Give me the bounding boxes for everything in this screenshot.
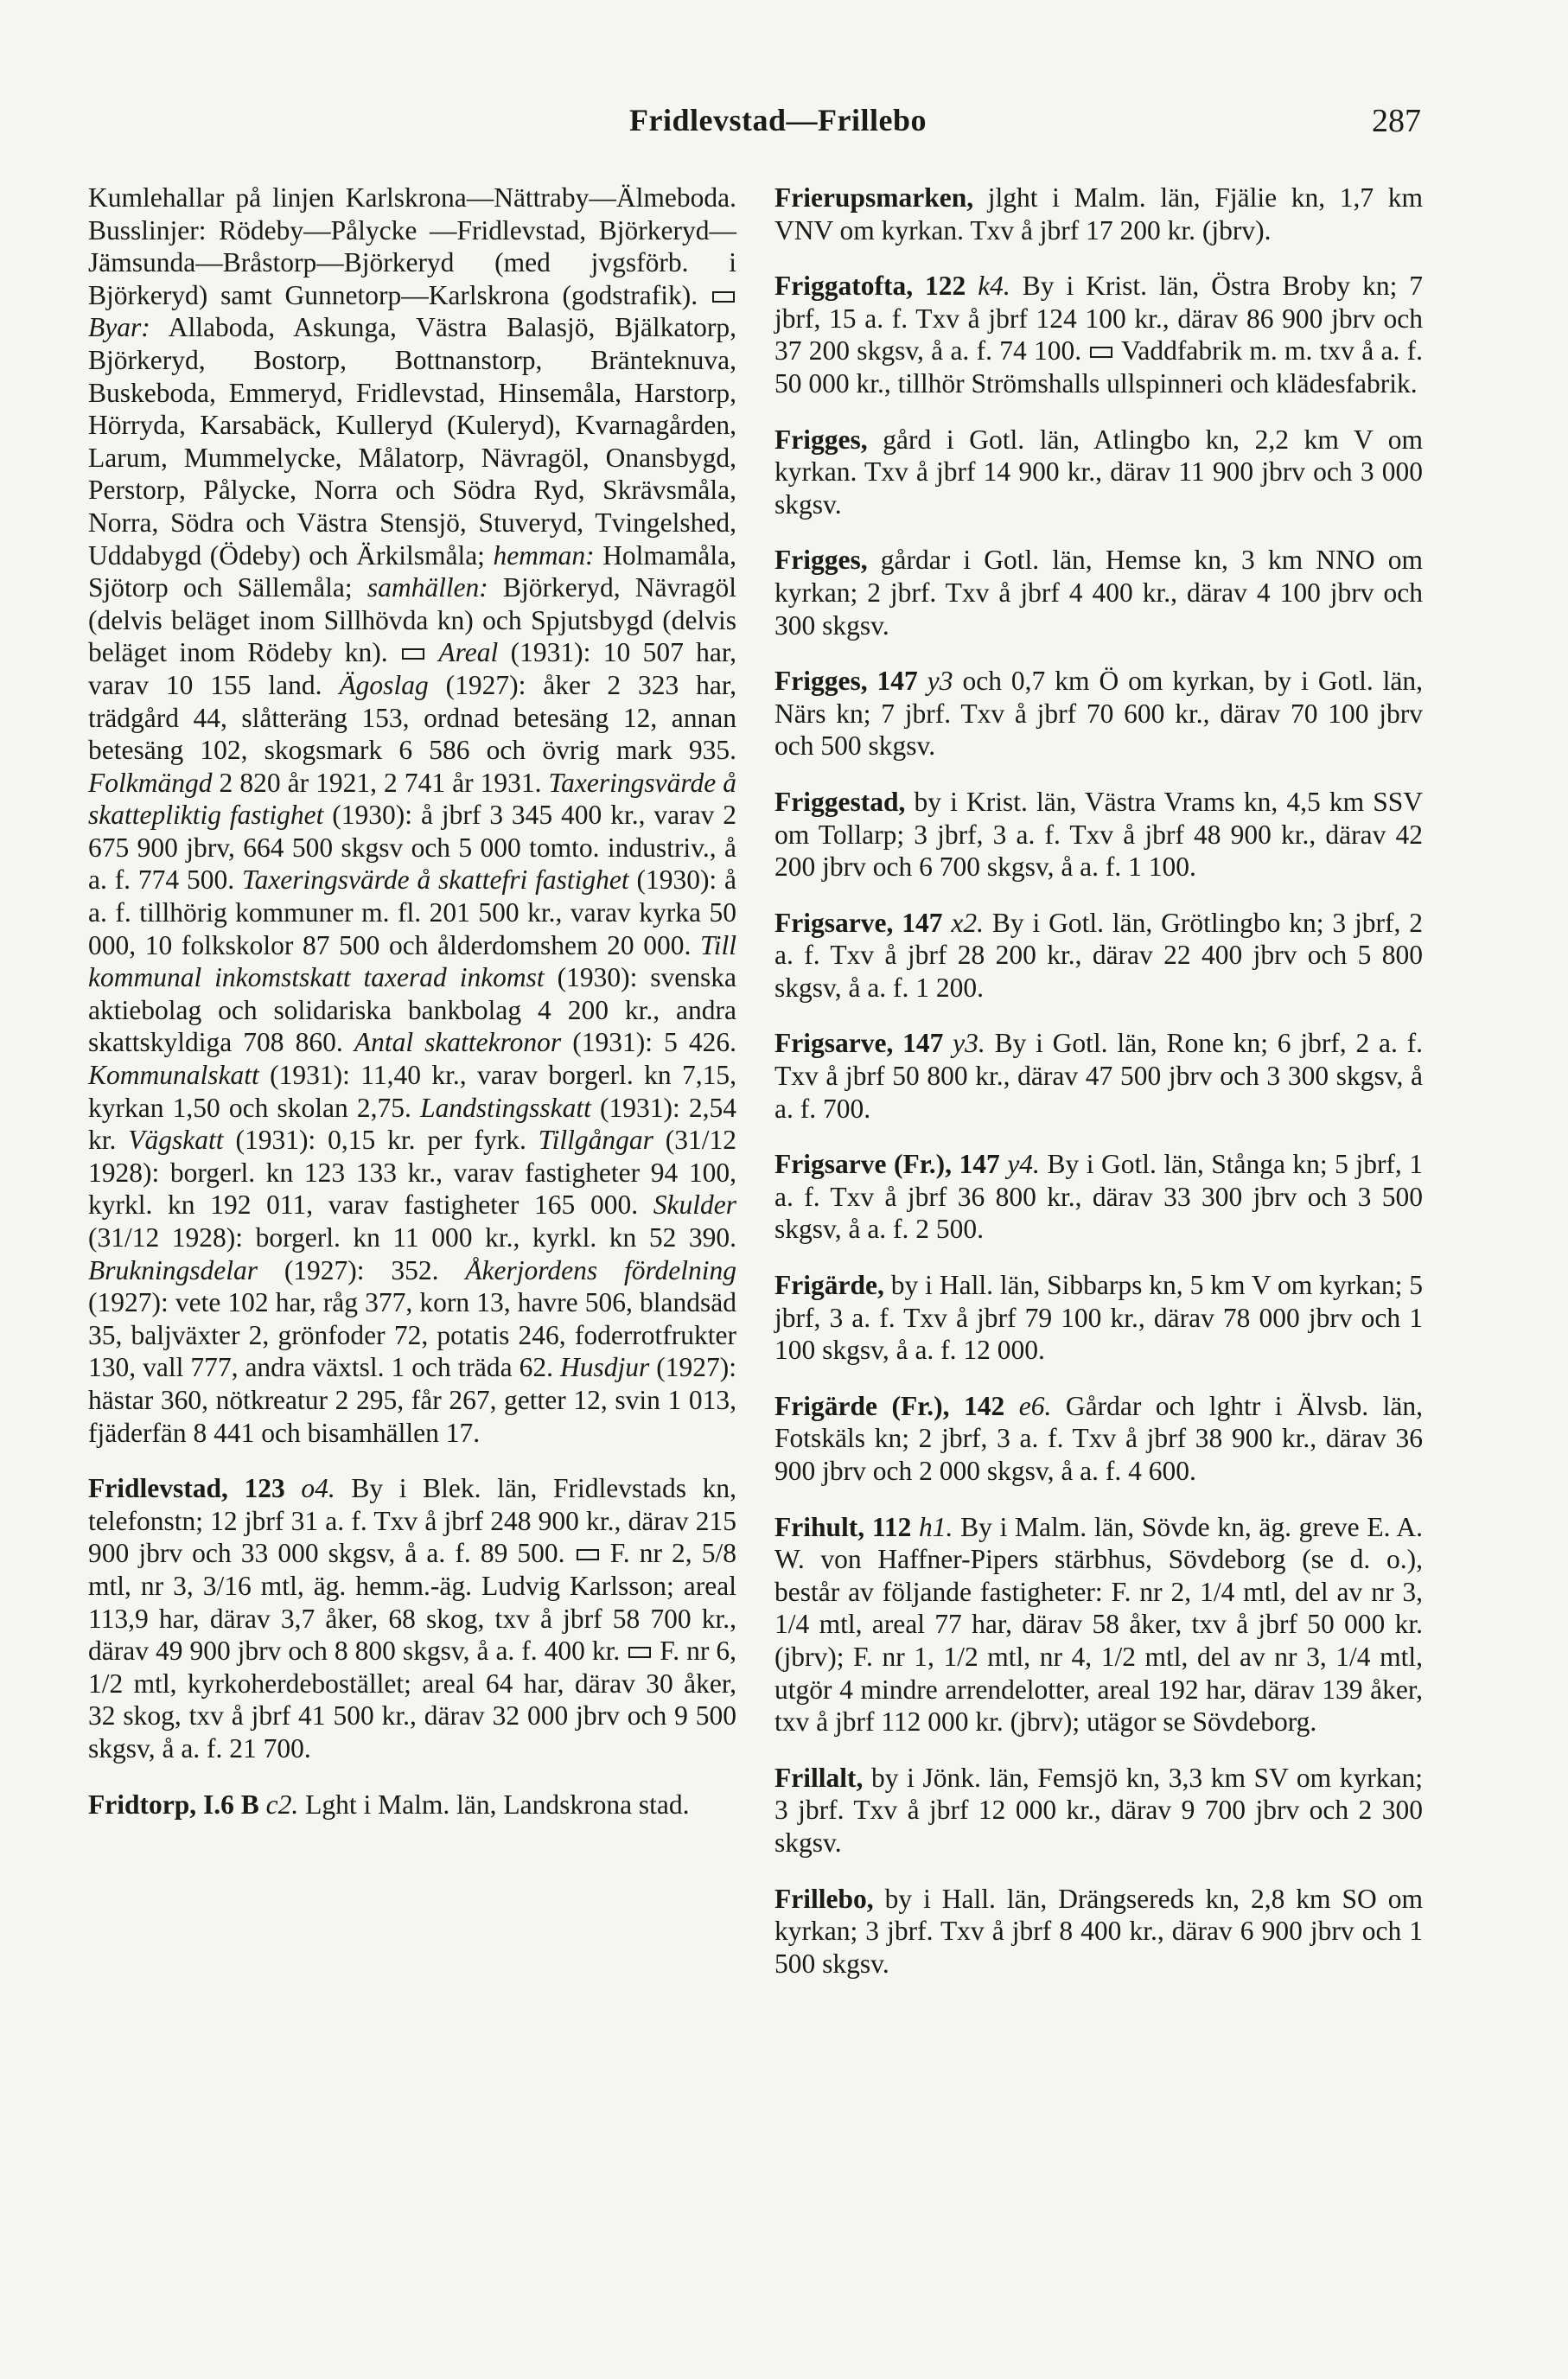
entry-text: By i Gotl. län, Stånga kn; 5 jbrf, 1 a. f. Txv å jbrf 36 800 kr., därav 33 300 jbrv och 3 500 skgsv, å a. f. 2 500. xyxy=(774,1149,1424,1245)
label-taxeringsvarde-skattepliktig: Taxeringsvärde å skattepliktig fastighet xyxy=(88,767,736,831)
entry-fridtorp xyxy=(88,1789,736,1821)
entry-headword-suffix: (Fr.), 142 xyxy=(891,1390,1005,1421)
entry-text: By i Krist. län, Östra Broby kn; 7 jbrf, 15 a. f. Txv å jbrf 124 100 kr., därav 86 900 jbrv och 37 200 skgsv, å a. f. 74 100. xyxy=(774,271,1424,367)
entry-headword-suffix: (Fr.), 147 xyxy=(893,1149,1000,1180)
entry-headword: Frigsarve, 147 xyxy=(774,1028,944,1059)
entry-text: By i Blek. län, Fridlevstads kn, telefonstn; 12 jbrf 31 a. f. Txv å jbrf 248 900 kr., därav 215 900 jbrv och 33 000 skgsv, å a. f. 89 500. xyxy=(88,1473,737,1569)
entry-text: Lght i Malm. län, Landskrona stad. xyxy=(305,1789,690,1820)
entry-text: jlght i Malm. län, Fjälie kn, 1,7 km VNV om kyrkan. Txv å jbrf 17 200 kr. (jbrv). xyxy=(774,182,1423,246)
entry-headword: Frihult, 112 xyxy=(774,1511,912,1542)
entry-headword: Frierupsmarken, xyxy=(774,182,974,213)
entry-frigarde-sibbarp xyxy=(774,1269,1423,1367)
map-reference: e6. xyxy=(1018,1390,1052,1421)
map-reference: h1. xyxy=(919,1511,953,1542)
label-hemman: hemman: xyxy=(493,539,595,571)
label-byar: Byar: xyxy=(88,312,150,343)
entry-frigsarve-rone xyxy=(774,1027,1423,1125)
entry-text: by i Krist. län, Västra Vrams kn, 4,5 km SSV om Tollarp; 3 jbrf, 3 a. f. Txv å jbrf 48 900 kr., därav 42 200 jbrv och 6 700 skgsv, å a. f. 1 100. xyxy=(774,786,1423,883)
label-agoslag: Ägoslag xyxy=(339,669,429,700)
entry-text: F. nr 2, 5/8 mtl, nr 3, 3/16 mtl, äg. hemm.-äg. Ludvig Karlsson; areal 113,9 har, därav 3,7 åker, 68 skog, txv å jbrf 58 700 kr., därav 49 900 jbrv och 8 800 skgsv, å a. f. 400 kr. xyxy=(88,1538,736,1667)
entry-headword: Frigärde xyxy=(774,1390,877,1421)
label-taxerad-inkomst: Till kommunal inkomstskatt taxerad inkomst xyxy=(88,929,737,993)
label-brukningsdelar: Brukningsdelar xyxy=(88,1254,258,1285)
entry-text: F. nr 6, 1/2 mtl, kyrkoherdebostället; areal 64 har, därav 30 åker, 32 skog, txv å jbrf 41 500 kr., därav 32 000 jbrv och 9 500 skgsv, å a. f. 21 700. xyxy=(88,1636,737,1764)
map-reference: o4. xyxy=(301,1473,335,1504)
text-run: (1930): å jbrf 3 345 400 kr., varav 2 675 900 jbrv, 664 500 skgsv och 5 000 tomto. industriv., å a. f. 774 500. xyxy=(88,800,736,896)
entry-text: by i Hall. län, Drängsereds kn, 2,8 km SO om kyrkan; 3 jbrf. Txv å jbrf 8 400 kr., därav 6 900 jbrv och 1 500 skgsv. xyxy=(774,1883,1424,1979)
label-skulder: Skulder xyxy=(653,1190,737,1221)
entry-frierupsmarken xyxy=(774,182,1423,246)
text-run: 2 820 år 1921, 2 741 år 1931. xyxy=(219,767,542,798)
entry-text: gårdar i Gotl. län, Hemse kn, 3 km NNO om kyrkan; 2 jbrf. Txv å jbrf 4 400 kr., därav 4 100 jbrv och 300 skgsv. xyxy=(774,545,1424,641)
label-kommunalskatt: Kommunalskatt xyxy=(88,1060,259,1091)
section-marker-icon xyxy=(628,1647,651,1658)
entry-headword: Friggestad, xyxy=(774,786,906,817)
entry-text: Vaddfabrik m. m. txv å a. f. 50 000 kr., tillhör Strömshalls ullspinneri och klädesfabrik. xyxy=(774,335,1423,399)
entry-frillalt xyxy=(774,1762,1423,1859)
entry-text: By i Gotl. län, Grötlingbo kn; 3 jbrf, 2 a. f. Txv å jbrf 28 200 kr., därav 22 400 jbrv och 5 800 skgsv, å a. f. 1 200. xyxy=(774,907,1423,1003)
entry-text: gård i Gotl. län, Atlingbo kn, 2,2 km V om kyrkan. Txv å jbrf 14 900 kr., därav 11 900 jbrv och 3 000 skgsv. xyxy=(774,424,1424,520)
entry-headword: Frillalt, xyxy=(774,1762,864,1793)
label-akerjordens-fordelning: Åkerjordens fördelning xyxy=(465,1254,737,1285)
entry-headword: Frigsarve, 147 xyxy=(774,907,943,938)
label-folkmangd: Folkmängd xyxy=(88,767,213,798)
text-run: Kumlehallar på linjen Karlskrona—Nättraby—Älmeboda. Busslinjer: Rödeby—Pålycke —Fridlevstad, Björkeryd—Jämsunda—Bråstorp—Björkeryd (med jvgsförb. i Björkeryd) samt Gunnetorp—Karlskrona (godstrafik). xyxy=(88,182,736,310)
text-run: (31/12 1928): borgerl. kn 123 133 kr., varav fastigheter 94 100, kyrkl. kn 192 011, varav fastigheter 165 000. xyxy=(88,1125,736,1221)
label-skattekronor: Antal skattekronor xyxy=(354,1027,562,1058)
label-areal: Areal xyxy=(438,637,499,668)
entry-frigsarve-grotlingbo xyxy=(774,907,1423,1005)
map-reference: k4. xyxy=(978,271,1010,302)
map-reference: c2. xyxy=(265,1789,299,1820)
text-run: (1930): svenska aktiebolag och solidariska bankbolag 4 200 kr., andra skattskyldiga 708 860. xyxy=(88,962,736,1058)
entry-text: Gårdar och lghtr i Älvsb. län, Fotskäls kn; 2 jbrf, 3 a. f. Txv å jbrf 38 900 kr., därav 36 900 jbrv och 2 000 skgsv, å a. f. 4 600. xyxy=(774,1390,1424,1486)
entry-text: by i Hall. län, Sibbarps kn, 5 km V om kyrkan; 5 jbrf, 3 a. f. Txv å jbrf 79 100 kr., därav 78 000 jbrv och 1 100 skgsv, å a. f. 12 000. xyxy=(774,1270,1423,1366)
entry-text: och 0,7 km Ö om kyrkan, by i Gotl. län, Närs kn; 7 jbrf. Txv å jbrf 70 600 kr., därav 70 100 jbrv och 500 skgsv. xyxy=(774,666,1424,762)
entry-headword: Friggatofta, 122 xyxy=(774,271,966,302)
left-column xyxy=(88,182,736,1844)
entry-headword: Frigges, xyxy=(774,545,868,576)
section-marker-icon xyxy=(402,648,424,660)
text-run: (1931): 0,15 kr. per fyrk. xyxy=(235,1125,526,1156)
entry-headword: Frigges, 147 xyxy=(774,666,918,697)
entry-friggestad xyxy=(774,786,1423,883)
text-run: (1927): 352. xyxy=(284,1254,439,1285)
section-marker-icon xyxy=(1090,347,1112,358)
entry-text: by i Jönk. län, Femsjö kn, 3,3 km SV om kyrkan; 3 jbrf. Txv å jbrf 12 000 kr., därav 9 700 jbrv och 2 300 skgsv. xyxy=(774,1762,1423,1858)
entry-fridlevstad-village xyxy=(88,1472,736,1764)
label-tillgangar: Tillgångar xyxy=(538,1125,653,1156)
running-title: Fridlevstad—Frillebo xyxy=(629,103,927,137)
text-run: (1927): hästar 360, nötkreatur 2 295, får 267, getter 12, svin 1 013, fjäderfän 8 441 och bisamhällen 17. xyxy=(88,1352,737,1448)
entry-frihult xyxy=(774,1511,1423,1738)
map-reference: x2. xyxy=(951,907,984,938)
page-number: 287 xyxy=(1372,103,1421,139)
text-run: Allaboda, Askunga, Västra Balasjö, Bjälkatorp, Björkeryd, Bostorp, Bottnanstorp, Bränteknuva, Buskeboda, Emmeryd, Fridlevstad, Hinsemåla, Harstorp, Hörryda, Karsabäck, Kulleryd (Kuleryd), Kvarnagården, Larum, Mummelycke, Målatorp, Nävragöl, Onansbygd, Perstorp, Pålycke, Norra och Södra Ryd, Skrävsmåla, Norra, Södra och Västra Stensjö, Stuveryd, Tvingelshed, Uddabygd (Ödeby) och Ärkilsmåla; xyxy=(88,312,736,571)
entry-text: By i Malm. län, Sövde kn, äg. greve E. A. W. von Haffner-Pipers stärbhus, Sövdeborg (se d. o.), består av följande fastigheter: F. nr 2, 1/4 mtl, del av nr 3, 1/4 mtl, areal 77 har, därav 58 åker, txv å jbrf 50 000 kr. (jbrv); F. nr 1, 1/2 mtl, nr 4, 1/2 mtl, del av nr 3, 1/4 mtl, utgör 4 mindre arrendelotter, areal 192 har, därav 139 åker, txv å jbrf 112 000 kr. (jbrv); utägor se Sövdeborg. xyxy=(774,1511,1424,1738)
fridlevstad-parish-continuation xyxy=(88,182,736,1449)
entry-headword: Frigsarve xyxy=(774,1149,887,1180)
entry-text: By i Gotl. län, Rone kn; 6 jbrf, 2 a. f. Txv å jbrf 50 800 kr., därav 47 500 jbrv och 3 300 skgsv, å a. f. 700. xyxy=(774,1028,1424,1124)
map-reference: y3. xyxy=(953,1028,985,1059)
label-samhallen: samhällen: xyxy=(367,572,488,603)
label-landstingsskatt: Landstingsskatt xyxy=(420,1092,591,1123)
text-run: (31/12 1928): borgerl. kn 11 000 kr., kyrkl. kn 52 390. xyxy=(88,1222,736,1253)
page-header xyxy=(0,102,1568,154)
text-run: (1927): åker 2 323 har, trädgård 44, slåtteräng 153, ordnad betesäng 12, annan betesäng 102, skogsmark 6 586 och övrig mark 935. xyxy=(88,669,736,766)
label-taxeringsvarde-skattefri: Taxeringsvärde å skattefri fastighet xyxy=(241,864,629,896)
section-marker-icon xyxy=(577,1549,599,1560)
text-run: (1931): 2,54 kr. xyxy=(88,1092,737,1156)
entry-frillebo xyxy=(774,1883,1423,1980)
entry-friggatofta xyxy=(774,270,1423,399)
entry-frigges-atlingbo xyxy=(774,424,1423,521)
entry-headword: Fridtorp, I.6 B xyxy=(88,1789,259,1820)
text-run: (1931): 11,40 kr., varav borgerl. kn 7,15, kyrkan 1,50 och skolan 2,75. xyxy=(88,1060,736,1123)
right-column xyxy=(774,182,1423,2003)
label-vagskatt: Vägskatt xyxy=(128,1125,224,1156)
text-run: Björkeryd, Nävragöl (delvis beläget inom Sillhövda kn) och Spjutsbygd (delvis beläget inom Rödeby kn). xyxy=(88,572,736,668)
text-run: (1931): 10 507 har, varav 10 155 land. xyxy=(88,637,737,700)
entry-frigges-nars xyxy=(774,665,1423,762)
entry-headword: Frillebo, xyxy=(774,1883,874,1914)
label-husdjur: Husdjur xyxy=(560,1352,650,1383)
text-run: (1927): vete 102 har, råg 377, korn 13, havre 506, blandsäd 35, baljväxter 2, grönfoder 72, potatis 246, foderrotfrukter 130, vall 777, andra växtsl. 1 och träda 62. xyxy=(88,1287,736,1383)
map-reference: y3 xyxy=(927,666,953,697)
text-run: (1931): 5 426. xyxy=(572,1027,737,1058)
section-marker-icon xyxy=(712,291,735,303)
entry-frigges-hemse xyxy=(774,544,1423,641)
text-run: (1930): å a. f. tillhörig kommuner m. fl. 201 500 kr., varav kyrka 50 000, 10 folkskolor 87 500 och ålderdomshem 20 000. xyxy=(88,864,737,960)
text-run: Holmamåla, Sjötorp och Sällemåla; xyxy=(88,539,737,603)
entry-frigsarve-stanga xyxy=(774,1148,1423,1246)
entry-headword: Frigärde, xyxy=(774,1270,884,1301)
entry-headword: Frigges, xyxy=(774,424,868,455)
entry-headword: Fridlevstad, 123 xyxy=(88,1473,285,1504)
map-reference: y4. xyxy=(1007,1149,1040,1180)
entry-frigarde-fotskal xyxy=(774,1390,1423,1488)
